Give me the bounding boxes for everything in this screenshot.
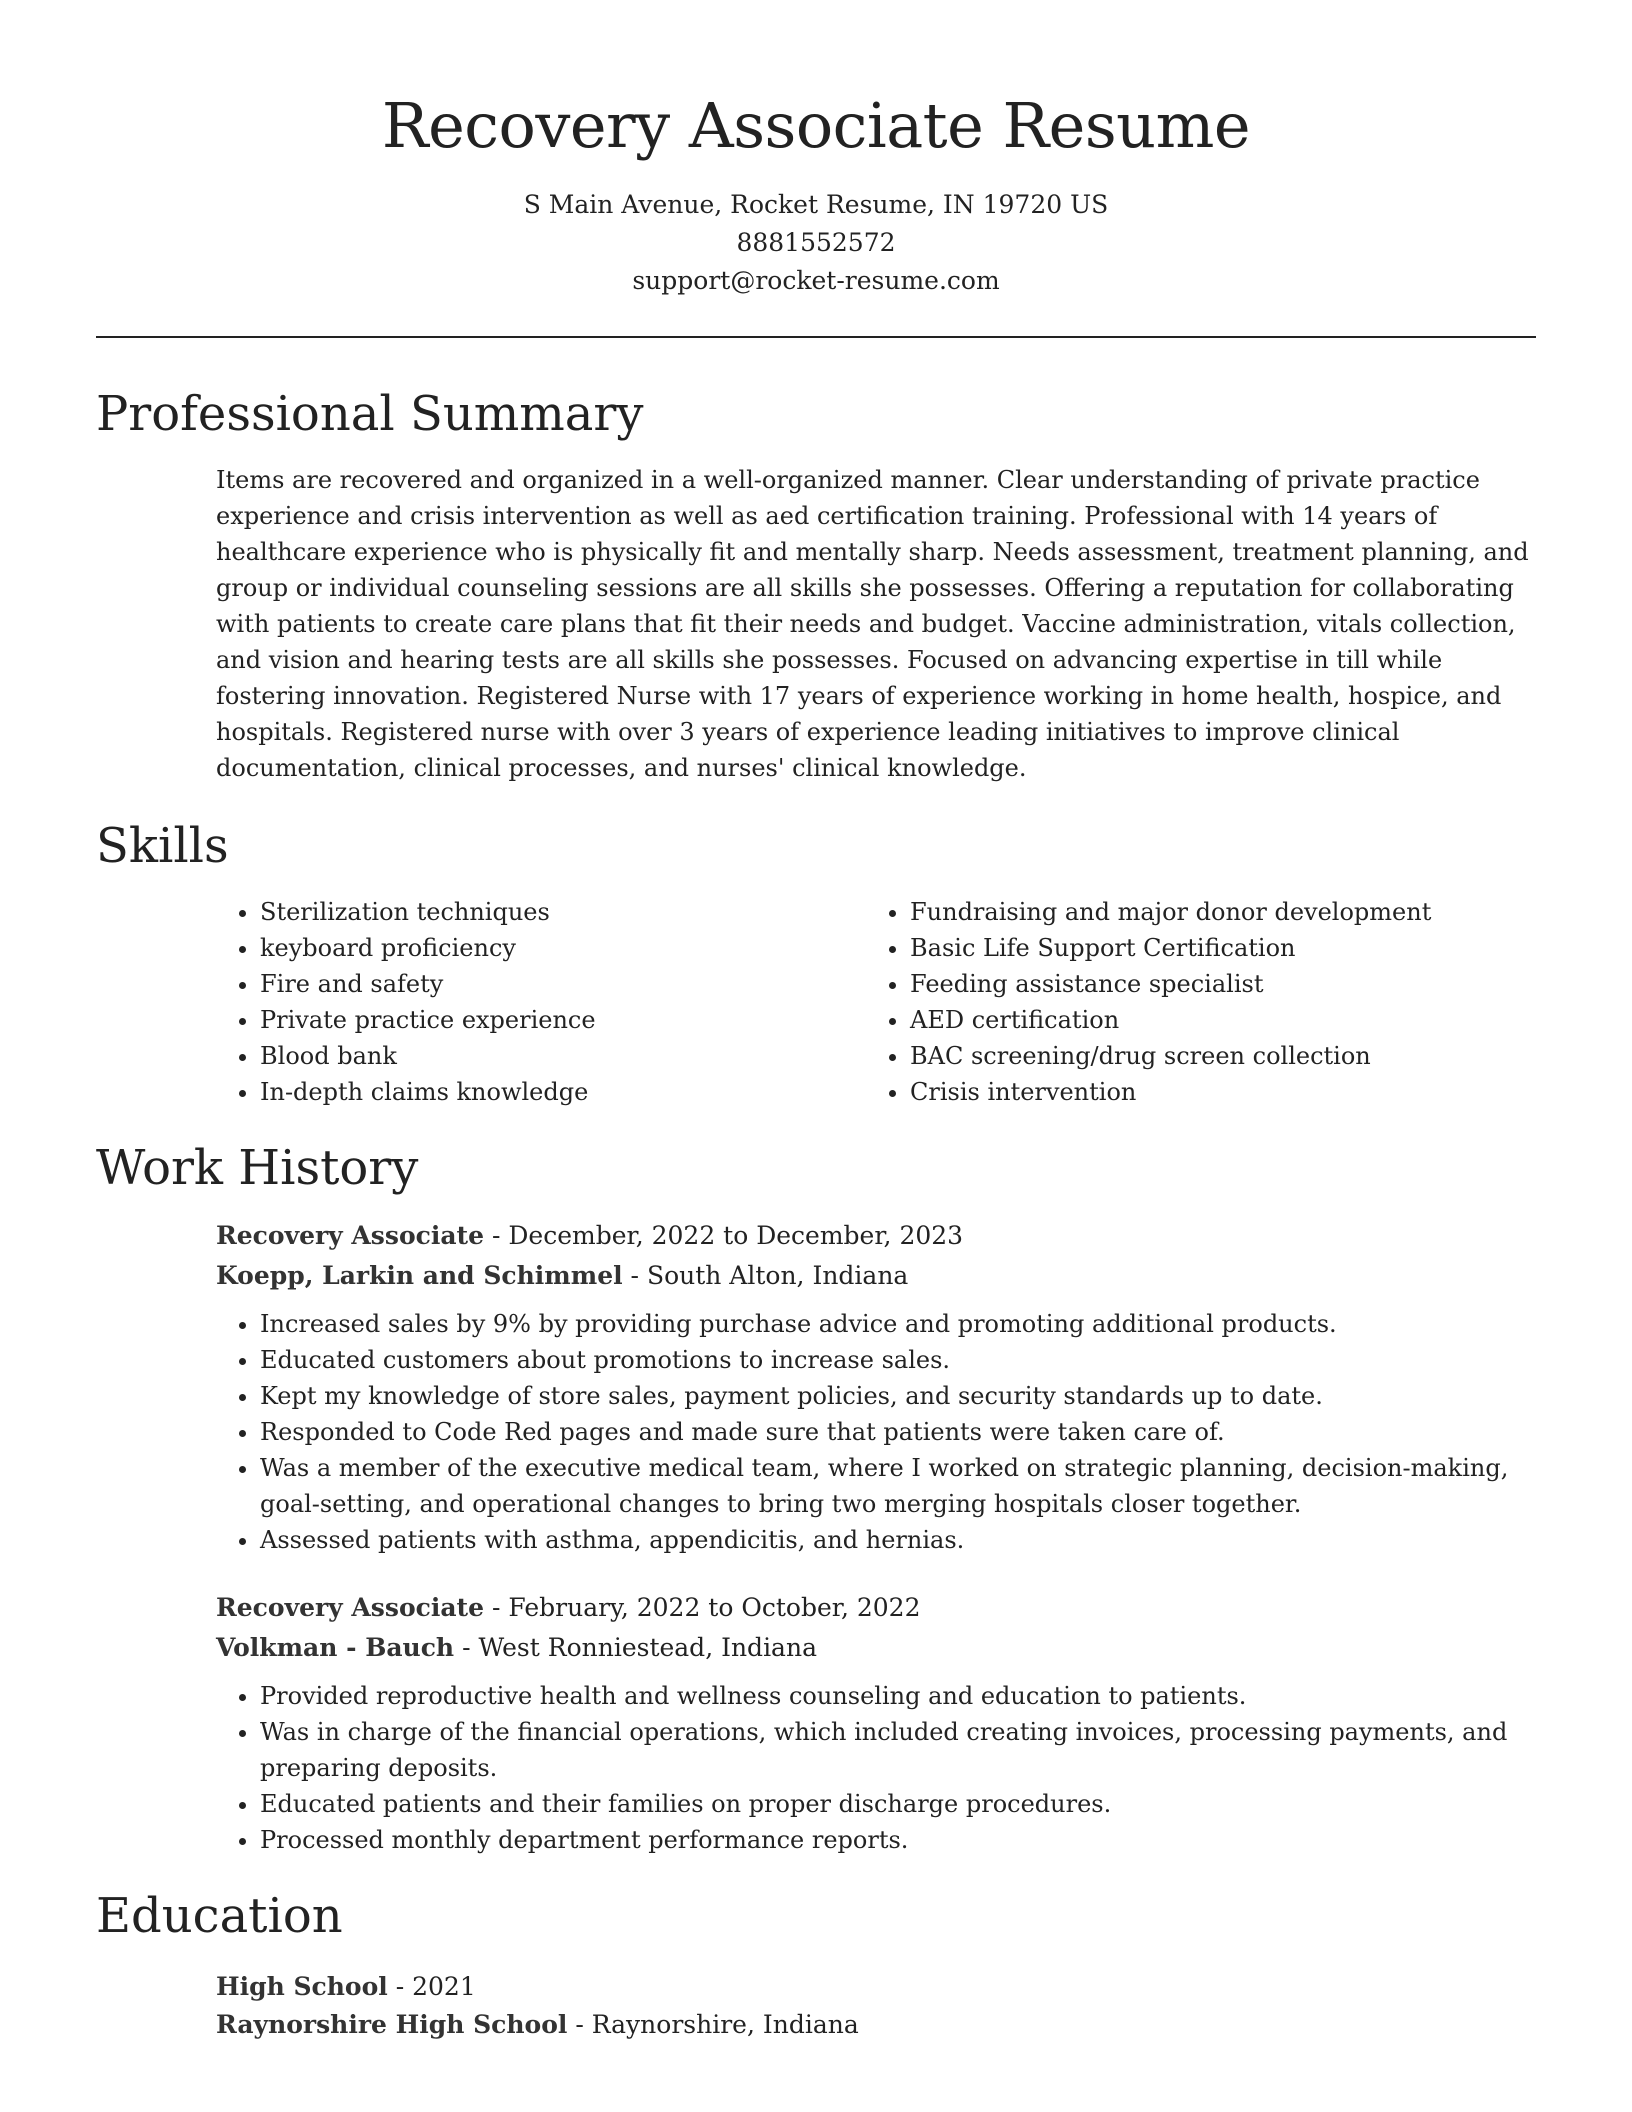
job-bullets: [216, 1678, 1550, 1858]
summary-text: Items are recovered and organized in a well-organized manner. Clear understanding of private practice experience and crisis intervention as well as aed certification training. Professional with 14 years of healthcare experience who is physically fit and mentally sharp. Needs assessment, treatment planning, and group or individual counseling sessions are all skills she possesses. Offering a reputation for collaborating with patients to create care plans that fit their needs and budget. Vaccine administration, vitals collection, and vision and hearing tests are all skills she possesses. Focused on advancing expertise in till while fostering innovation. Registered Nurse with 17 years of experience working in home health, hospice, and hospitals. Registered nurse with over 3 years of experience leading initiatives to improve clinical documentation, clinical processes, and nurses' clinical knowledge.: [216, 466, 1529, 782]
job-title: Recovery Associate: [216, 1221, 485, 1250]
job-bullet: • Was in charge of the financial operations, which included creating invoices, processing payments, and preparing deposits.: [260, 1714, 1550, 1786]
education-entry: [216, 1968, 1536, 2044]
job-location: South Alton, Indiana: [646, 1261, 909, 1290]
skill-item: • keyboard proficiency: [260, 930, 866, 966]
job-location: West Ronniestead, Indiana: [478, 1633, 817, 1662]
contact-address: S Main Avenue, Rocket Resume, IN 19720 US: [523, 190, 1109, 219]
skill-item: • BAC screening/drug screen collection: [910, 1038, 1516, 1074]
job-bullet: • Kept my knowledge of store sales, payment policies, and security standards up to date.: [260, 1378, 1550, 1414]
work-history-heading: Work History: [96, 1140, 419, 1196]
resume-page: [96, 0, 1536, 2044]
skill-item: • Fire and safety: [260, 966, 866, 1002]
skill-item: • Private practice experience: [260, 1002, 866, 1038]
job-bullet: • Assessed patients with asthma, appendicitis, and hernias.: [260, 1522, 1550, 1558]
job-bullet: • Processed monthly department performance reports.: [260, 1822, 1550, 1858]
job-bullet: • Provided reproductive health and wellness counseling and education to patients.: [260, 1678, 1550, 1714]
separator: -: [387, 1972, 413, 2001]
separator: -: [484, 1221, 509, 1250]
skill-item: • Feeding assistance specialist: [910, 966, 1516, 1002]
skills-list: [216, 894, 1536, 1110]
education-school: Raynorshire High School: [216, 2010, 568, 2039]
job-bullet: • Increased sales by 9% by providing purchase advice and promoting additional products.: [260, 1306, 1550, 1342]
summary-heading: Professional Summary: [96, 386, 644, 442]
separator: -: [567, 2010, 592, 2039]
resume-title: Recovery Associate Resume: [381, 89, 1251, 162]
skills-column-right: [866, 894, 1516, 1110]
education-heading: Education: [96, 1888, 343, 1944]
job-entry: [216, 1216, 1536, 1558]
skill-item: • Fundraising and major donor development: [910, 894, 1516, 930]
separator: -: [484, 1593, 509, 1622]
separator: -: [622, 1261, 647, 1290]
resume-header: [96, 0, 1536, 300]
job-bullets: [216, 1306, 1550, 1558]
skill-item: • Basic Life Support Certification: [910, 930, 1516, 966]
contact-phone: 8881552572: [736, 228, 896, 257]
contact-email: support@rocket-resume.com: [632, 266, 1000, 295]
job-dates: December, 2022 to December, 2023: [508, 1221, 964, 1250]
skill-item: • Blood bank: [260, 1038, 866, 1074]
job-bullet: • Was a member of the executive medical team, where I worked on strategic planning, decision-making, goal-setting, and operational changes to bring two merging hospitals closer together.: [260, 1450, 1550, 1522]
job-company: Koepp, Larkin and Schimmel: [216, 1261, 623, 1290]
job-company: Volkman - Bauch: [216, 1633, 455, 1662]
header-divider: [96, 336, 1536, 338]
job-title: Recovery Associate: [216, 1593, 485, 1622]
job-bullet: • Educated patients and their families on proper discharge procedures.: [260, 1786, 1550, 1822]
education-degree: High School: [216, 1972, 388, 2001]
skill-item: • AED certification: [910, 1002, 1516, 1038]
job-company-line: [216, 1628, 1536, 1668]
skills-heading: Skills: [96, 818, 229, 874]
job-bullet: • Educated customers about promotions to increase sales.: [260, 1342, 1550, 1378]
skill-item: • Crisis intervention: [910, 1074, 1516, 1110]
job-title-line: [216, 1216, 1536, 1256]
education-school-line: [216, 2006, 1536, 2044]
education-location: Raynorshire, Indiana: [591, 2010, 859, 2039]
job-dates: February, 2022 to October, 2022: [508, 1593, 921, 1622]
contact-info: [96, 186, 1536, 300]
job-entry: [216, 1588, 1536, 1858]
skill-item: • In-depth claims knowledge: [260, 1074, 866, 1110]
education-year: 2021: [412, 1972, 476, 2001]
job-company-line: [216, 1256, 1536, 1296]
skills-column-left: [216, 894, 866, 1110]
skill-item: • Sterilization techniques: [260, 894, 866, 930]
education-degree-line: [216, 1968, 1536, 2006]
separator: -: [454, 1633, 479, 1662]
job-title-line: [216, 1588, 1536, 1628]
job-bullet: • Responded to Code Red pages and made sure that patients were taken care of.: [260, 1414, 1550, 1450]
